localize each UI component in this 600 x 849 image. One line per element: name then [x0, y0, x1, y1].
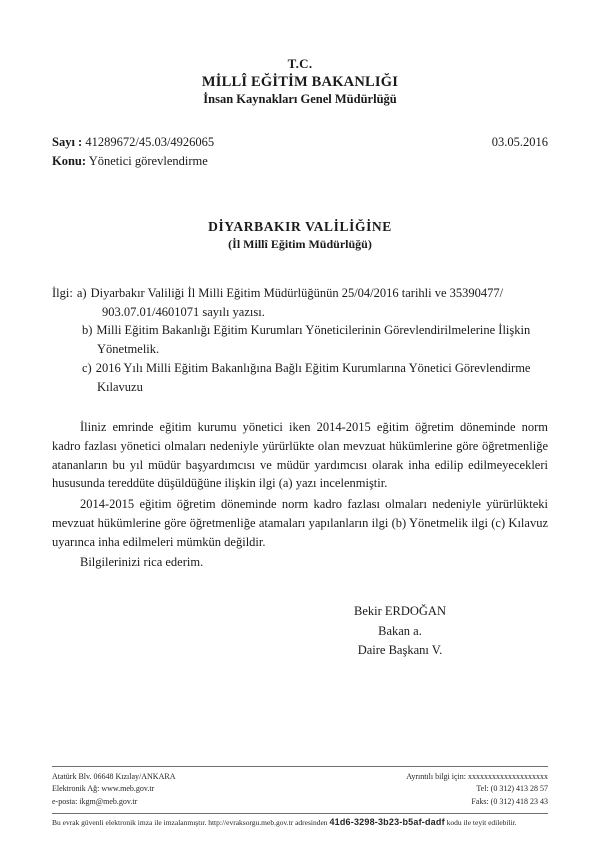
reference-indent: [52, 359, 82, 377]
document-date: 03.05.2016: [491, 135, 548, 150]
addressee-block: [52, 217, 548, 254]
reference-marker: b): [82, 323, 93, 338]
footer-contact-details: [406, 771, 548, 808]
reference-text: Milli Eğitim Bakanlığı Eğitim Kurumları Yöneticilerinin Görevlendirilmelerine İlişkin: [96, 323, 531, 338]
references-lead: İlgi:: [52, 285, 73, 300]
signatory-name: Bekir ERDOĞAN: [353, 604, 446, 619]
reference-continuation: Kılavuzu: [97, 379, 143, 394]
footer-web-line: Elektronik Ağ: www.meb.gov.tr: [52, 784, 155, 794]
verification-suffix-text: kodu ile teyit edilebilir.: [446, 818, 517, 827]
footer-contact-address: [52, 771, 175, 808]
letterhead-line-ministry: MİLLÎ EĞİTİM BAKANLIĞI: [201, 73, 399, 90]
sayi-value: 41289672/45.03/4926065: [85, 135, 215, 150]
footer-info-line: Ayrıntılı bilgi için: xxxxxxxxxxxxxxxxxxxx: [406, 771, 548, 781]
reference-marker: a): [76, 285, 87, 300]
footer-address-line: Atatürk Blv. 06648 Kızılay/ANKARA: [52, 771, 176, 781]
references-block: [52, 284, 548, 397]
signatory-title-1: Bakan a.: [378, 623, 422, 638]
reference-marker: c): [82, 360, 92, 375]
reference-item: [52, 321, 548, 339]
document-body: [52, 418, 548, 572]
verification-prefix-text: Bu evrak güvenli elektronik imza ile imzalanmıştır. http://evraksorgu.meb.gov.tr adresinden: [52, 818, 328, 827]
sayi-group: [52, 133, 214, 152]
e-signature-verification: [52, 817, 548, 827]
body-paragraph-2: 2014-2015 eğitim öğretim döneminde norm kadro fazlası olmaları nedeniyle yürürlükteki mevzuat hükümlerine göre öğretmenliğe atamaları yapılanların ilgi (b) Yönetmelik ilgi (c) Kılavuz uyarınca inha edilmeleri mümkün değildir.: [52, 497, 548, 549]
konu-label: Konu:: [52, 153, 87, 168]
letterhead: [52, 56, 548, 107]
reference-continuation: 903.07.01/4601071 sayılı yazısı.: [102, 304, 265, 319]
footer-divider-bottom: [52, 813, 548, 814]
konu-value: Yönetici görevlendirme: [88, 153, 208, 168]
reference-item: [52, 359, 548, 377]
footer-phone-line: Tel: (0 312) 413 28 57: [476, 784, 548, 794]
addressee-secondary: (İl Millî Eğitim Müdürlüğü): [228, 237, 372, 252]
document-footer: [52, 766, 548, 827]
reference-indent: [52, 321, 82, 339]
reference-item: [52, 284, 548, 302]
footer-fax-line: Faks: (0 312) 418 23 43: [471, 796, 548, 806]
letterhead-line-tc: T.C.: [287, 56, 313, 71]
letterhead-line-directorate: İnsan Kaynakları Genel Müdürlüğü: [203, 92, 397, 107]
document-meta: [52, 133, 548, 171]
reference-text: 2016 Yılı Milli Eğitim Bakanlığına Bağlı Eğitim Kurumlarına Yönetici Görevlendirme: [95, 360, 531, 375]
verification-code: 41d6-3298-3b23-b5af-dadf: [329, 817, 445, 827]
reference-continuation: Yönetmelik.: [97, 342, 160, 357]
meta-row-sayi: [52, 133, 548, 152]
signatory-title-2: Daire Başkanı V.: [357, 642, 443, 657]
footer-columns: [52, 771, 548, 808]
footer-email-line: e-posta: ikgm@meb.gov.tr: [52, 796, 138, 806]
signature-block: [52, 602, 548, 660]
sayi-label: Sayı :: [52, 135, 83, 150]
footer-divider-top: [52, 766, 548, 767]
body-paragraph-3: Bilgilerinizi rica ederim.: [80, 555, 204, 570]
addressee-primary: DİYARBAKIR VALİLİĞİNE: [208, 218, 392, 234]
body-paragraph-1: İliniz emrinde eğitim kurumu yönetici iken 2014-2015 eğitim öğretim döneminde norm kadro fazlası yönetici olmaları nedeniyle yürürlükte olan mevzuat hükümlerine göre öğretmenliğe atananların bu yıl müdür başyardımcısı ve müdür yardımcısı olarak inha edilip edilmeyecekleri hususunda tereddüte düşüldüğüne ilişkin ilgi (a) yazı incelenmiştir.: [52, 420, 548, 491]
konu-group: [52, 152, 208, 171]
reference-text: Diyarbakır Valiliği İl Milli Eğitim Müdürlüğünün 25/04/2016 tarihli ve 35390477/: [90, 285, 504, 300]
meta-row-konu: [52, 152, 548, 171]
